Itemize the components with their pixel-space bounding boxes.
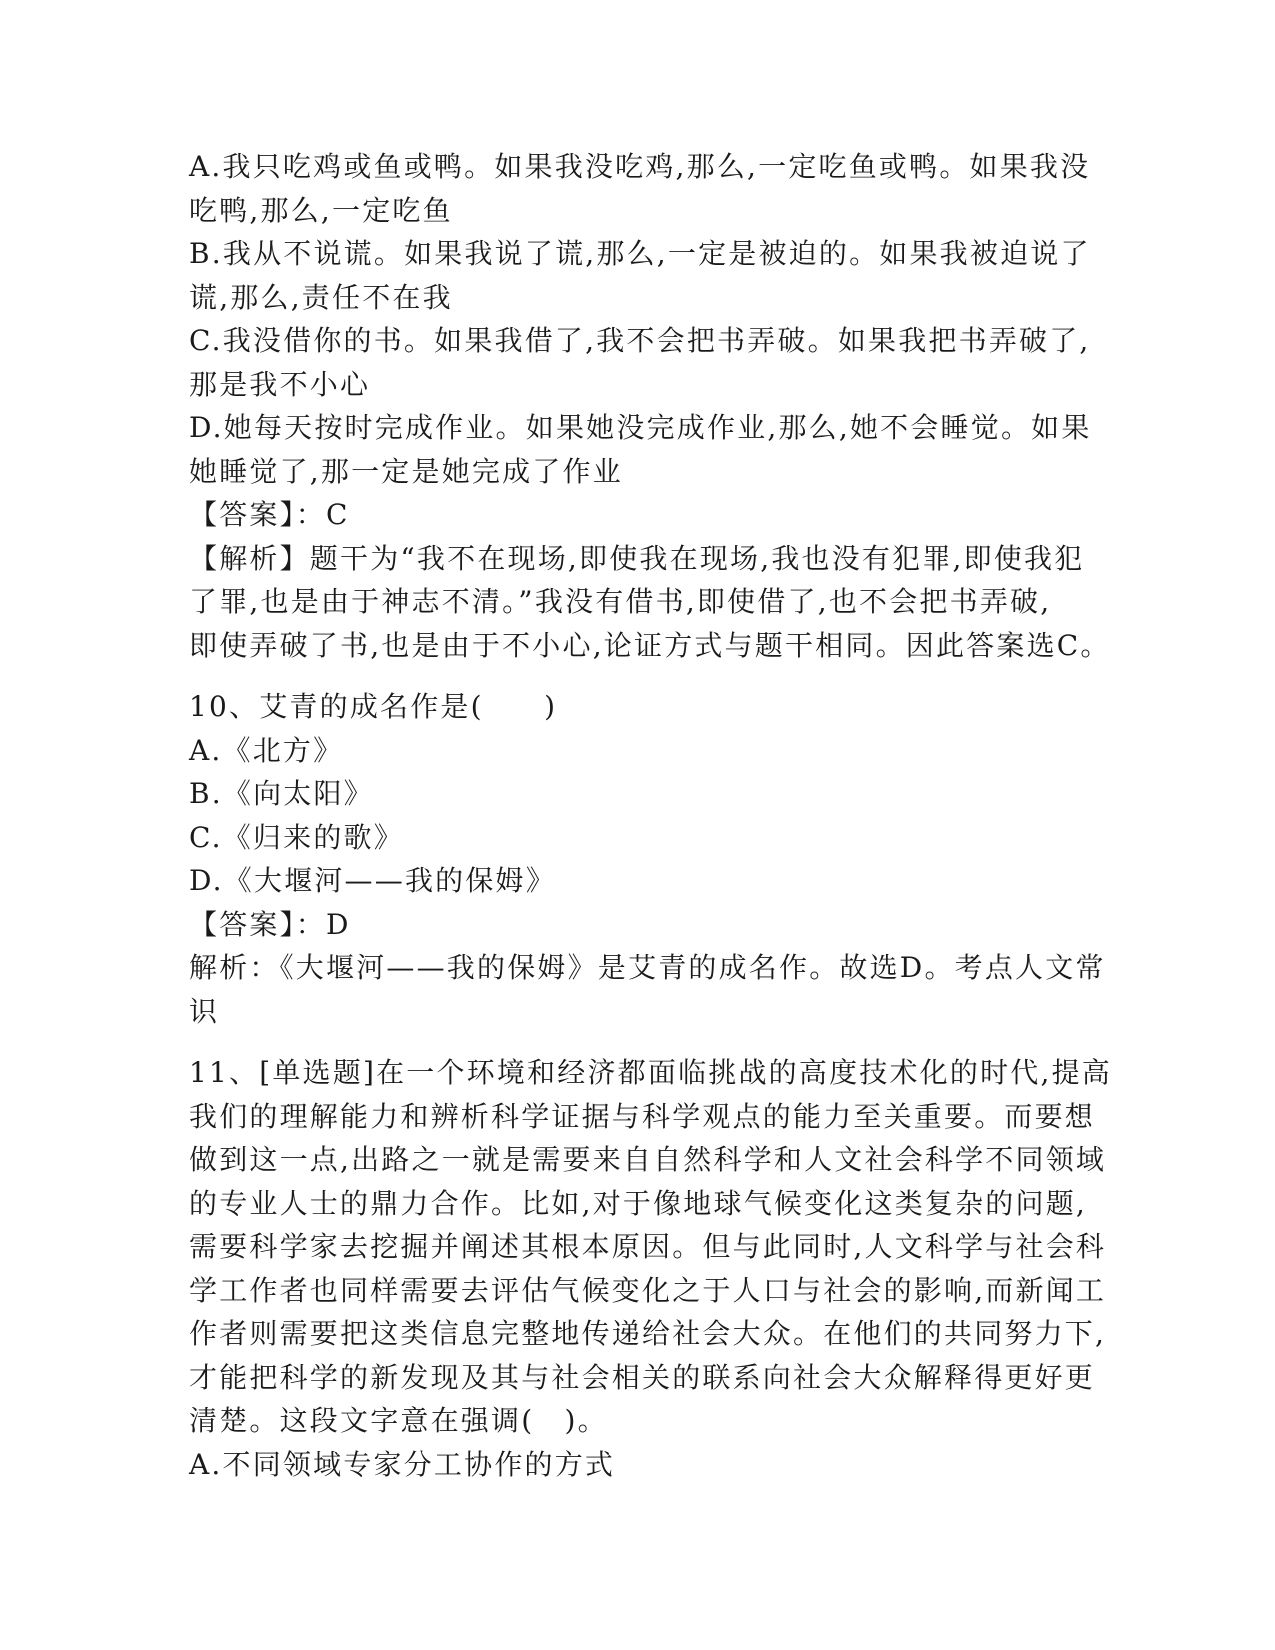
question-stem: [189, 1051, 1112, 1443]
option-b: B.《向太阳》: [189, 777, 374, 810]
option-line: D.她每天按时完成作业。如果她没完成作业,那么,她不会睡觉。如果: [189, 411, 1092, 444]
stem-line: 清楚。这段文字意在强调( )。: [189, 1404, 608, 1437]
option-line: 谎,那么,责任不在我: [189, 280, 453, 314]
analysis-line: 识: [189, 994, 220, 1028]
option-line: C.我没借你的书。如果我借了,我不会把书弄破。如果我把书弄破了,: [189, 324, 1091, 357]
option-c: C.《归来的歌》: [189, 820, 404, 854]
stem-line: 我们的理解能力和辨析科学证据与科学观点的能力至关重要。而要想: [189, 1099, 1096, 1133]
option-a: [189, 145, 1091, 232]
answer-line: 【答案】：D: [189, 907, 351, 941]
spacer: [189, 1033, 1085, 1051]
stem-line: 需要科学家去挖掘并阐述其根本原因。但与此同时,人文科学与社会科: [189, 1230, 1107, 1263]
question-10: [189, 685, 1106, 1033]
answer-line: 【答案】：C: [189, 498, 350, 531]
option-a: A.不同领域专家分工协作的方式: [189, 1447, 616, 1481]
analysis: [189, 946, 1106, 1033]
option-d: D.《大堰河——我的保姆》: [189, 864, 556, 897]
stem-line: 学工作者也同样需要去评估气候变化之于人口与社会的影响,而新闻工: [189, 1273, 1107, 1307]
analysis-line: 【解析】题干为“我不在现场,即使我在现场,我也没有犯罪,即使我犯: [189, 541, 1085, 575]
analysis-line: 即使弄破了书,也是由于不小心,论证方式与题干相同。因此答案选C。: [189, 628, 1111, 662]
question-stem: 10、艾青的成名作是( ): [189, 690, 558, 723]
stem-line: 的专业人士的鼎力合作。比如,对于像地球气候变化这类复杂的问题,: [189, 1186, 1088, 1220]
previous-question: [189, 145, 1111, 667]
option-line: A.我只吃鸡或鱼或鸭。如果我没吃鸡,那么,一定吃鱼或鸭。如果我没: [189, 150, 1091, 183]
option-line: 吃鸭,那么,一定吃鱼: [189, 193, 453, 227]
option-line: 她睡觉了,那一定是她完成了作业: [189, 454, 623, 488]
option-line: 那是我不小心: [189, 367, 371, 401]
option-d: [189, 406, 1092, 493]
analysis-line: 了罪,也是由于神志不清。”我没有借书,即使借了,也不会把书弄破,: [189, 585, 1052, 618]
analysis-line: 解析：《大堰河——我的保姆》是艾青的成名作。故选D。考点人文常: [189, 951, 1106, 984]
document-page: [189, 145, 1112, 1486]
option-a: A.《北方》: [189, 733, 344, 767]
option-c: [189, 319, 1091, 406]
option-b: [189, 232, 1091, 319]
stem-line: 作者则需要把这类信息完整地传递给社会大众。在他们的共同努力下,: [189, 1317, 1107, 1350]
question-11: [189, 1051, 1112, 1486]
option-line: B.我从不说谎。如果我说了谎,那么,一定是被迫的。如果我被迫说了: [189, 237, 1091, 270]
stem-line: 做到这一点,出路之一就是需要来自自然科学和人文社会科学不同领域: [189, 1143, 1107, 1176]
stem-line: 11、[单选题]在一个环境和经济都面临挑战的高度技术化的时代,提高: [189, 1056, 1112, 1089]
analysis: [189, 537, 1111, 668]
stem-line: 才能把科学的新发现及其与社会相关的联系向社会大众解释得更好更: [189, 1360, 1096, 1394]
spacer: [189, 667, 1085, 685]
